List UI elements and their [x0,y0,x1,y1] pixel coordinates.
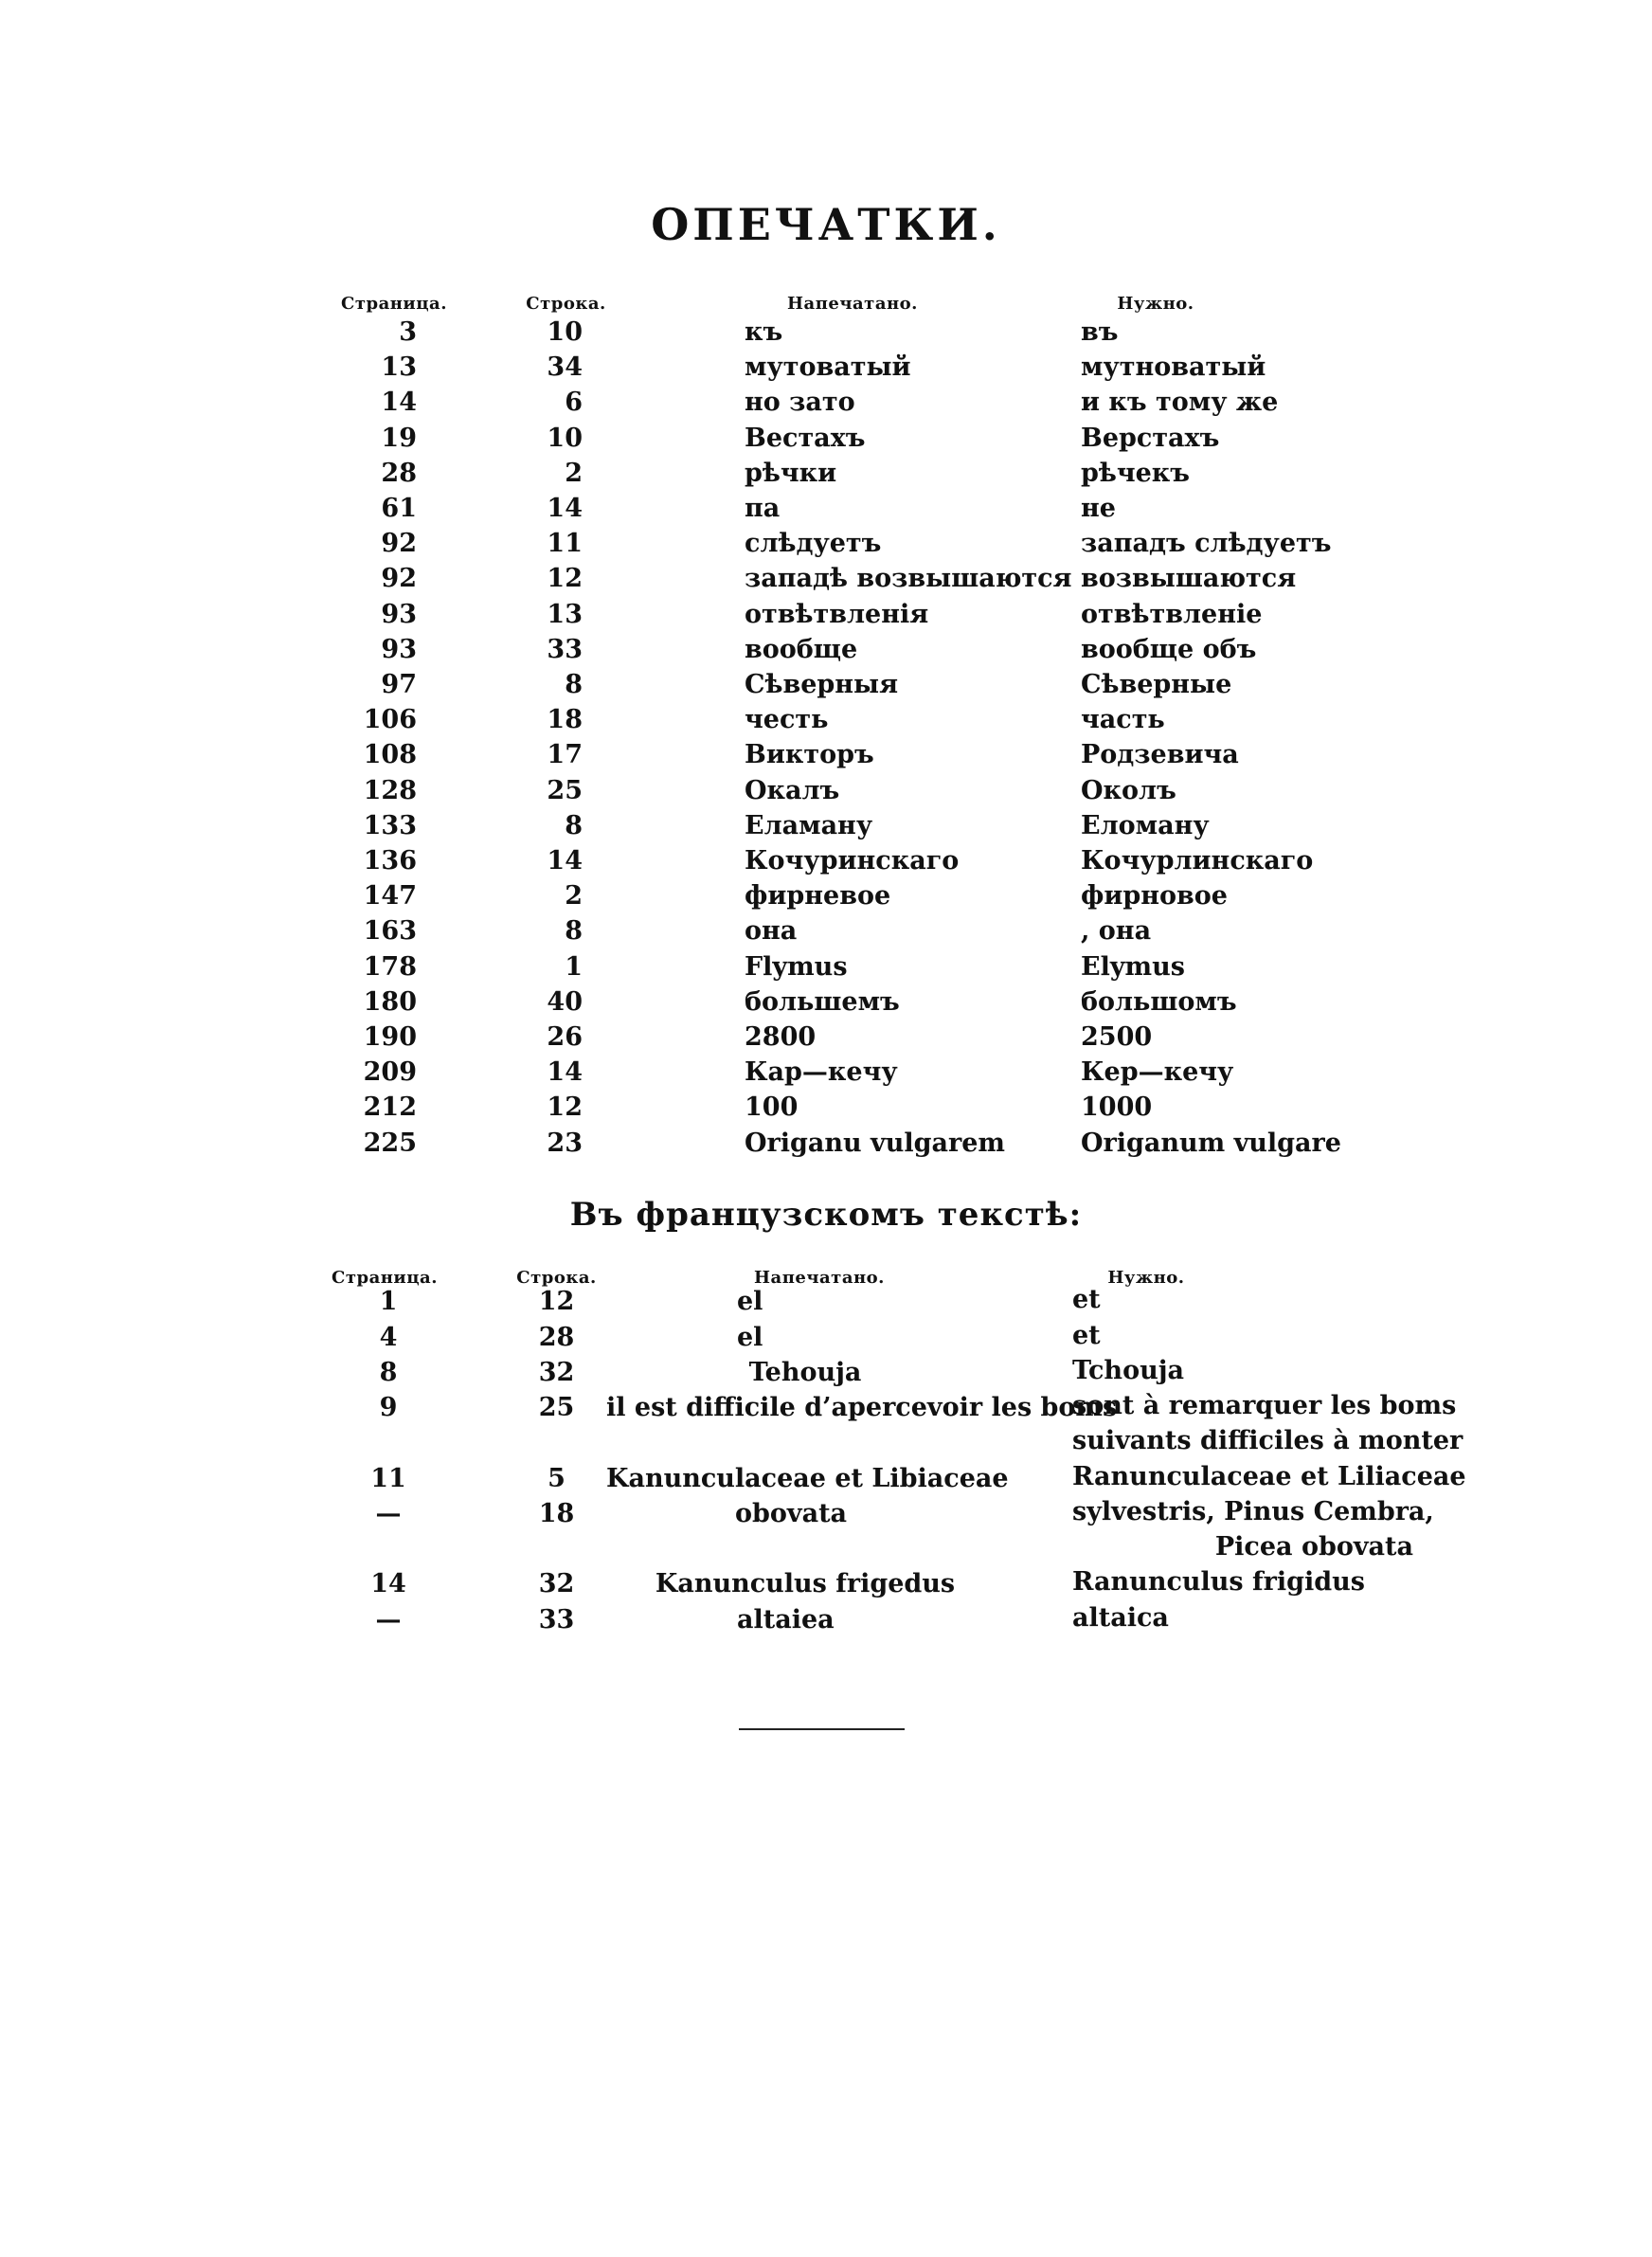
cell-line: 25 [538,1393,575,1422]
cell-page: — [375,1605,402,1634]
cell-line: 14 [547,1057,583,1088]
table-row [0,705,1652,740]
header-correct-fr: Нужно. [1107,1268,1185,1288]
cell-page: 19 [381,423,417,453]
cell-printed: отвѣтвленія [745,599,929,629]
cell-printed: Вестахъ [745,423,866,453]
cell-correct: Верстахъ [1081,423,1220,453]
cell-line: 14 [547,494,583,523]
cell-printed: Tehouja [748,1358,862,1387]
cell-correct: Сѣверные [1081,670,1232,699]
table-row [0,1022,1652,1057]
cell-page: 147 [363,881,417,912]
cell-correct: Родзевича [1081,740,1239,770]
table-row [0,424,1652,459]
cell-line: 12 [547,1092,583,1123]
cell-line: 18 [547,705,583,735]
cell-line: 6 [565,388,583,418]
cell-printed: obovata [735,1499,848,1528]
cell-page: 4 [379,1323,398,1352]
table-row [0,352,1652,388]
cell-correct [1072,1282,1413,1317]
header-line-fr: Строка. [516,1268,597,1288]
cell-correct [1072,1318,1413,1353]
cell-page: 108 [363,740,417,770]
cell-page: 106 [363,705,417,735]
cell-printed: честь [745,705,829,735]
cell-printed: Кочуринскаго [745,846,960,876]
correct-line: Ranunculaceae et Liliaceae [1072,1462,1466,1491]
cell-printed: Окалъ [745,775,840,805]
cell-page: 190 [363,1022,417,1052]
cell-correct [1072,1353,1413,1388]
cell-printed: il est difficile d’apercevoir les boms [606,1393,1118,1422]
cell-correct: Кочурлинскаго [1081,846,1314,876]
cell-correct [1072,1494,1434,1564]
cell-correct: не [1081,494,1116,523]
cell-page: 11 [370,1464,406,1493]
cell-page: 1 [379,1287,398,1316]
cell-printed: 100 [745,1092,799,1123]
cell-page: 209 [363,1057,417,1088]
table-row [0,317,1652,352]
cell-line: 5 [548,1464,566,1493]
cell-correct: Околъ [1081,775,1176,805]
cell-printed: Еламану [745,810,873,840]
cell-line: 32 [538,1358,575,1387]
cell-page: 180 [363,986,417,1017]
header-page-fr: Страница. [332,1268,438,1288]
cell-line: 18 [538,1499,575,1528]
cell-page: 93 [381,599,417,629]
header-line: Строка. [526,294,606,314]
cell-line: 33 [547,634,583,664]
cell-correct: и къ тому же [1081,388,1279,418]
cell-printed: Origanu vulgarem [745,1128,1005,1158]
cell-line: 8 [565,670,583,699]
table-row [0,635,1652,670]
correct-line: suivants difficiles à monter [1072,1426,1463,1455]
cell-correct: 1000 [1081,1092,1153,1123]
header-printed-fr: Напечатано. [754,1268,885,1288]
table-row [0,529,1652,564]
cell-page: 128 [363,775,417,805]
cell-printed: el [737,1323,763,1352]
cell-correct: Origanum vulgare [1081,1128,1341,1158]
cell-page: 3 [399,317,417,347]
cell-printed: къ [745,317,783,347]
correct-line: Picea obovata [1214,1532,1413,1562]
cell-printed: el [737,1287,763,1316]
table-row [0,776,1652,811]
cell-printed: слѣдуетъ [745,529,882,559]
table-row [0,881,1652,916]
cell-correct [1072,1564,1413,1599]
table-row [0,952,1652,987]
cell-line: 32 [538,1569,575,1598]
table-row [0,846,1652,881]
cell-line: 11 [547,529,583,559]
cell-correct: фирновое [1081,881,1228,912]
cell-correct: Elymus [1081,951,1185,982]
cell-line: 25 [547,775,583,805]
cell-printed: она [745,916,798,947]
cell-page: — [375,1499,402,1528]
cell-printed: мутоватый [745,352,911,383]
table-row [0,388,1652,423]
cell-line: 10 [547,423,583,453]
cell-page: 163 [363,916,417,947]
cell-correct [1072,1388,1463,1458]
cell-page: 61 [381,494,417,523]
cell-page: 9 [379,1393,398,1422]
table-row [0,1092,1652,1128]
cell-correct: Еломану [1081,810,1210,840]
cell-correct: въ [1081,317,1119,347]
cell-line: 14 [547,846,583,876]
table-row [0,987,1652,1022]
cell-correct: , она [1081,916,1152,947]
cell-printed: Flymus [745,951,848,982]
cell-page: 97 [381,670,417,699]
correct-line: Ranunculus frigidus [1072,1567,1365,1597]
cell-line: 23 [547,1128,583,1158]
cell-page: 92 [381,529,417,559]
cell-correct: отвѣтвленіе [1081,599,1263,629]
cell-line: 2 [565,881,583,912]
cell-page: 14 [370,1569,406,1598]
cell-line: 8 [565,916,583,947]
correct-line: sylvestris, Pinus Cembra, [1072,1497,1434,1526]
cell-page: 212 [363,1092,417,1123]
cell-page: 178 [363,951,417,982]
table-row [0,564,1652,599]
cell-correct [1072,1600,1413,1635]
cell-printed: altaiea [737,1605,835,1634]
cell-correct: часть [1081,705,1165,735]
correct-line: et [1072,1285,1101,1314]
header-correct: Нужно. [1117,294,1194,314]
table-row [0,600,1652,635]
cell-line: 13 [547,599,583,629]
cell-page: 93 [381,634,417,664]
cell-printed: 2800 [745,1022,817,1052]
table-row [0,1057,1652,1092]
cell-page: 225 [363,1128,417,1158]
cell-printed: Kanunculaceae et Libiaceae [606,1464,1009,1493]
cell-printed: фирневое [745,881,891,912]
table-row [0,459,1652,494]
cell-line: 34 [547,352,583,383]
cell-printed: западѣ возвышаются [745,564,1072,594]
cell-printed: Сѣверныя [745,670,899,699]
cell-correct: возвышаются [1081,564,1297,594]
cell-printed: большемъ [745,986,900,1017]
cell-page: 92 [381,564,417,594]
correct-line: sont à remarquer les boms [1072,1391,1457,1420]
cell-correct: Кер—кечу [1081,1057,1234,1088]
cell-printed: вообще [745,634,858,664]
table-row [0,670,1652,705]
cell-correct: большомъ [1081,986,1237,1017]
cell-page: 14 [381,388,417,418]
cell-page: 13 [381,352,417,383]
cell-printed: Kanunculus frigedus [655,1569,956,1598]
cell-correct: 2500 [1081,1022,1153,1052]
cell-printed: Кар—кечу [745,1057,898,1088]
cell-printed: Викторъ [745,740,874,770]
correct-line: et [1072,1321,1101,1350]
cell-printed: рѣчки [745,458,837,488]
correct-line: altaica [1072,1603,1169,1633]
table-row [0,811,1652,846]
cell-line: 10 [547,317,583,347]
page-title: ОПЕЧАТКИ. [651,199,1001,250]
cell-line: 1 [565,951,583,982]
closing-rule [739,1728,905,1730]
cell-page: 28 [381,458,417,488]
table-row [0,740,1652,775]
french-section-title: Въ французскомъ текстѣ: [569,1196,1083,1234]
cell-line: 12 [547,564,583,594]
cell-line: 33 [538,1605,575,1634]
table-row [0,916,1652,951]
cell-page: 133 [363,810,417,840]
cell-line: 2 [565,458,583,488]
cell-line: 26 [547,1022,583,1052]
cell-page: 8 [379,1358,398,1387]
cell-correct: рѣчекъ [1081,458,1191,488]
cell-correct: вообще объ [1081,634,1257,664]
cell-line: 28 [538,1323,575,1352]
cell-line: 12 [538,1287,575,1316]
cell-line: 17 [547,740,583,770]
header-page: Страница. [341,294,447,314]
cell-correct: западъ слѣдуетъ [1081,529,1332,559]
correct-line: Tchouja [1072,1356,1184,1385]
cell-correct [1072,1459,1466,1494]
table-row [0,494,1652,529]
cell-line: 40 [547,986,583,1017]
cell-page: 136 [363,846,417,876]
cell-correct: мутноватый [1081,352,1266,383]
cell-printed: па [745,494,781,523]
header-printed: Напечатано. [787,294,918,314]
cell-printed: но зато [745,388,855,418]
cell-line: 8 [565,810,583,840]
table-row [0,1128,1652,1164]
